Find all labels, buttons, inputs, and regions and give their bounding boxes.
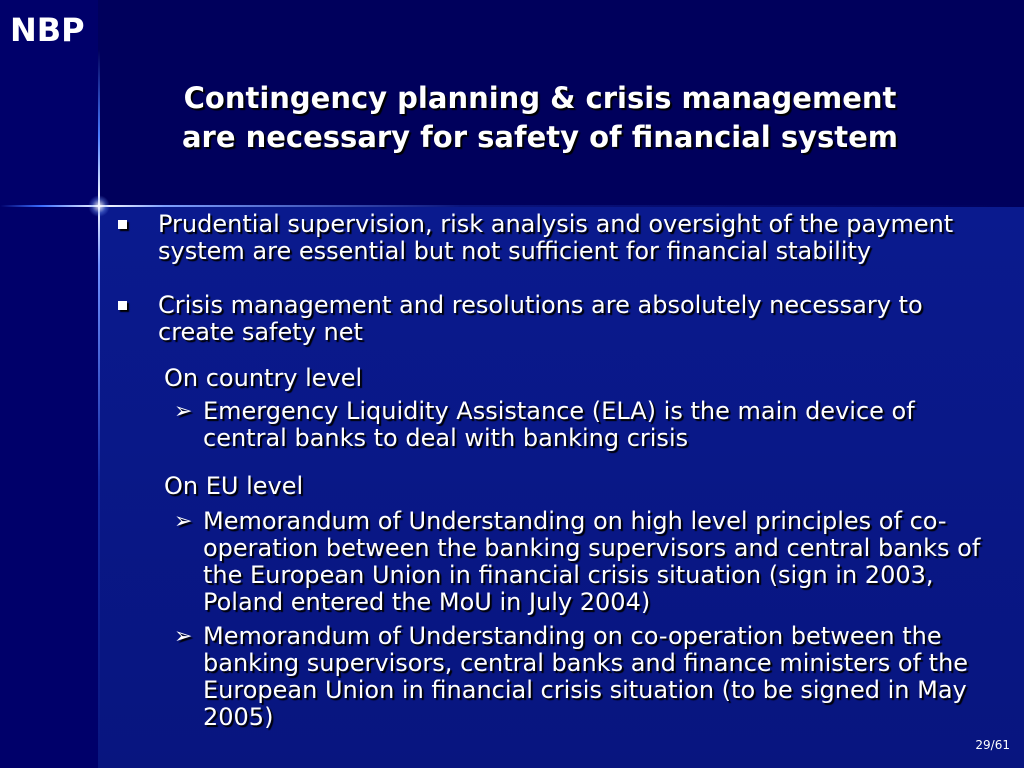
sub-item-text: Memorandum of Understanding on high level principles of co-operation between the banking supervisors and central banks of the European Union in financial crisis situation (sign in 2003, Poland entered the MoU in July 2004) (203, 507, 981, 616)
title-line-2: are necessary for safety of financial system (181, 120, 899, 154)
arrow-bullet-icon: ➢ (174, 399, 193, 424)
slide-title (100, 79, 980, 157)
arrow-bullet-icon: ➢ (174, 509, 193, 534)
bullet-text: Crisis management and resolutions are absolutely necessary to create safety net (158, 291, 923, 346)
square-bullet-icon (118, 220, 127, 229)
horizontal-accent-line (0, 205, 1024, 207)
section-heading: On country level (164, 364, 363, 392)
cross-glow (88, 195, 110, 217)
nbp-logo: NBP (10, 11, 85, 49)
arrow-bullet-icon: ➢ (174, 624, 193, 649)
page-number: 29/61 (975, 738, 1010, 752)
bullet-text: Prudential supervision, risk analysis and oversight of the payment system are essential but not sufficient for financial stability (158, 210, 954, 265)
sub-item-text: Memorandum of Understanding on co-operation between the banking supervisors, central banks and finance ministers of the European Union in financial crisis situation (to be signed in May 2005) (203, 622, 969, 731)
vertical-accent-line (98, 50, 100, 768)
title-line-1: Contingency planning & crisis management (183, 81, 897, 115)
left-band (0, 0, 98, 768)
square-bullet-icon (118, 301, 127, 310)
sub-item-text: Emergency Liquidity Assistance (ELA) is the main device of central banks to deal with banking crisis (203, 397, 915, 452)
section-heading: On EU level (164, 472, 304, 500)
